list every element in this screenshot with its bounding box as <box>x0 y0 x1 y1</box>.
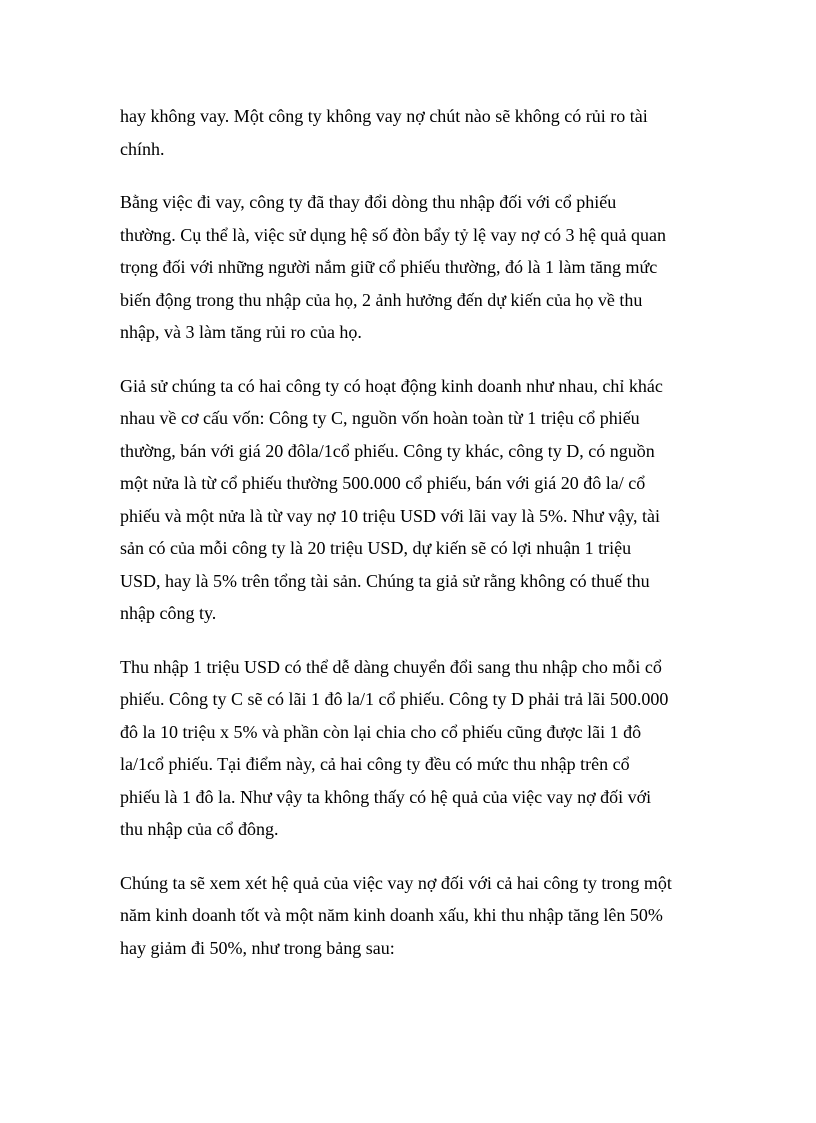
paragraph-1 <box>120 100 700 165</box>
text-line: thu nhập của cổ đông. <box>120 819 279 839</box>
text-line: phiếu. Công ty C sẽ có lãi 1 đô la/1 cổ phiếu. Công ty D phải trả lãi 500.000 <box>120 689 669 709</box>
text-line: chính. <box>120 138 165 159</box>
text-line: la/1cổ phiếu. Tại điểm này, cả hai công ty đều có mức thu nhập trên cổ <box>120 754 630 774</box>
text-line: Bằng việc đi vay, công ty đã thay đổi dòng thu nhập đối với cổ phiếu <box>120 192 617 212</box>
text-line: Thu nhập 1 triệu USD có thể dễ dàng chuyển đổi sang thu nhập cho mỗi cổ <box>120 656 662 677</box>
text-line: đô la 10 triệu x 5% và phần còn lại chia cho cổ phiếu cũng được lãi 1 đô <box>120 721 642 742</box>
paragraph-2 <box>120 186 700 349</box>
text-line: USD, hay là 5% trên tổng tài sản. Chúng ta giả sử rằng không có thuế thu <box>120 570 650 591</box>
text-line: nhập, và 3 làm tăng rủi ro của họ. <box>120 322 362 342</box>
paragraph-5 <box>120 867 700 965</box>
paragraph-3 <box>120 370 700 630</box>
text-line: phiếu và một nửa là từ vay nợ 10 triệu USD với lãi vay là 5%. Như vậy, tài <box>120 505 661 526</box>
text-line: Giả sử chúng ta có hai công ty có hoạt động kinh doanh như nhau, chỉ khác <box>120 375 663 396</box>
paragraph-4 <box>120 651 700 846</box>
text-line: hay giảm đi 50%, như trong bảng sau: <box>120 937 395 958</box>
text-line: sản có của mỗi công ty là 20 triệu USD, dự kiến sẽ có lợi nhuận 1 triệu <box>120 538 632 558</box>
text-line: thường. Cụ thể là, việc sử dụng hệ số đòn bẩy tỷ lệ vay nợ có 3 hệ quả quan <box>120 224 666 245</box>
text-line: năm kinh doanh tốt và một năm kinh doanh xấu, khi thu nhập tăng lên 50% <box>120 905 663 925</box>
text-line: Chúng ta sẽ xem xét hệ quả của việc vay nợ đối với cả hai công ty trong một <box>120 872 672 893</box>
text-line: nhau về cơ cấu vốn: Công ty C, nguồn vốn hoàn toàn từ 1 triệu cổ phiếu <box>120 408 640 428</box>
text-line: nhập công ty. <box>120 603 217 623</box>
text-line: thường, bán với giá 20 đôla/1cổ phiếu. Công ty khác, công ty D, có nguồn <box>120 440 655 461</box>
document-page <box>120 100 700 985</box>
text-line: trọng đối với những người nắm giữ cổ phiếu thường, đó là 1 làm tăng mức <box>120 257 658 277</box>
text-line: hay không vay. Một công ty không vay nợ chút nào sẽ không có rủi ro tài <box>120 106 648 126</box>
text-line: biến động trong thu nhập của họ, 2 ảnh hưởng đến dự kiến của họ về thu <box>120 289 643 310</box>
text-line: phiếu là 1 đô la. Như vậy ta không thấy có hệ quả của việc vay nợ đối với <box>120 786 652 807</box>
text-line: một nửa là từ cổ phiếu thường 500.000 cổ phiếu, bán với giá 20 đô la/ cổ <box>120 473 646 493</box>
